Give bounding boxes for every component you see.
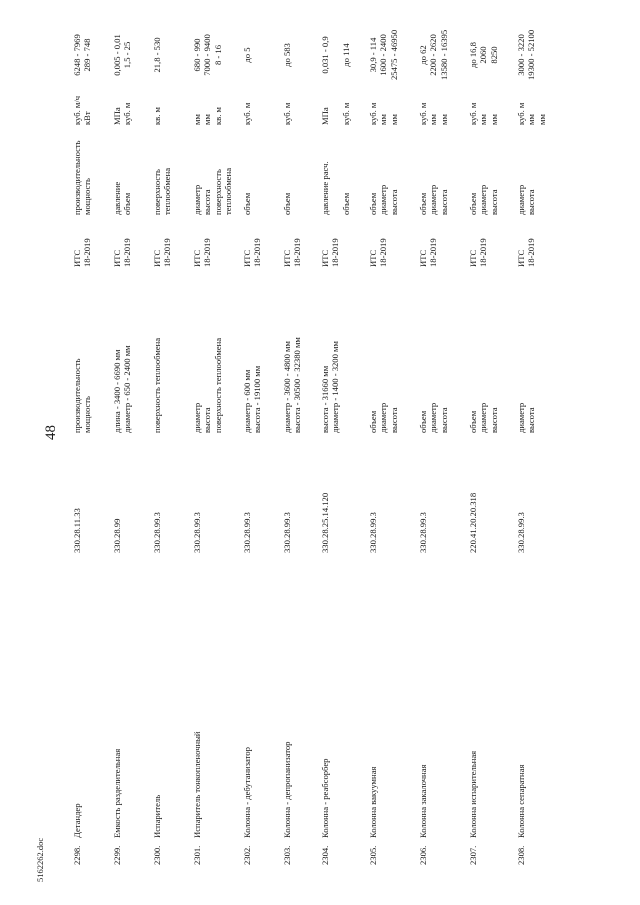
parameter-values bbox=[72, 30, 93, 80]
characteristics bbox=[242, 273, 263, 433]
equipment-name: Колонна испарительная bbox=[468, 750, 478, 838]
parameter-names-line: поверхность bbox=[152, 169, 162, 215]
okpd-code: 330.28.99.3 bbox=[242, 512, 252, 553]
units-line: мм bbox=[438, 114, 449, 125]
parameter-names bbox=[368, 135, 399, 215]
standard-reference-line: ИТС bbox=[418, 249, 428, 267]
characteristics-line: объем bbox=[468, 410, 478, 433]
units bbox=[516, 80, 547, 125]
okpd-code: 330.28.99.3 bbox=[368, 512, 378, 553]
standard-reference-line: 18-2019 bbox=[526, 238, 537, 267]
row-number: 2298. bbox=[72, 845, 82, 865]
units-line: куб. м bbox=[418, 102, 428, 125]
characteristics bbox=[152, 273, 162, 433]
characteristics bbox=[516, 273, 537, 433]
parameter-names-line: производительность bbox=[72, 140, 82, 215]
parameter-names-line bbox=[330, 135, 340, 215]
equipment-name: Колонна - дебутанизатор bbox=[242, 747, 252, 838]
parameter-values-line: 3000 - 3220 bbox=[516, 34, 526, 76]
okpd-code: 330.28.11.33 bbox=[72, 508, 82, 553]
parameter-names bbox=[282, 135, 292, 215]
parameter-names-line: объем bbox=[282, 192, 292, 215]
standard-reference-line: ИТС bbox=[192, 249, 202, 267]
okpd-code: 330.28.99.3 bbox=[516, 512, 526, 553]
equipment-name: Колонна сепаратная bbox=[516, 764, 526, 838]
standard-reference bbox=[282, 227, 303, 267]
characteristics-line: диаметр - 1400 - 3200 мм bbox=[330, 341, 341, 433]
parameter-names bbox=[72, 135, 93, 215]
equipment-name: Испаритель bbox=[152, 794, 162, 838]
characteristics-line: высота bbox=[526, 407, 537, 433]
parameter-values-line: до 62 bbox=[418, 45, 428, 65]
parameter-values-line: 1,5 - 25 bbox=[122, 41, 133, 69]
standard-reference-line: 18-2019 bbox=[202, 238, 213, 267]
units-line: кв. м bbox=[212, 107, 223, 125]
standard-reference-line: 18-2019 bbox=[428, 238, 439, 267]
characteristics-line: объем bbox=[368, 410, 378, 433]
characteristics bbox=[320, 273, 341, 433]
okpd-code: 330.28.25.14.120 bbox=[320, 492, 330, 553]
units bbox=[468, 80, 499, 125]
characteristics-line: диаметр bbox=[378, 402, 389, 433]
parameter-names-line: диаметр bbox=[478, 184, 489, 215]
characteristics-line: высота bbox=[438, 407, 449, 433]
characteristics-line: диаметр - 600 мм bbox=[242, 369, 252, 433]
row-number: 2302. bbox=[242, 845, 252, 865]
characteristics-line: диаметр bbox=[192, 402, 202, 433]
units-line: мм bbox=[536, 114, 547, 125]
parameter-values-line: 6248 - 7969 bbox=[72, 34, 82, 76]
equipment-name: Колонна закалочная bbox=[418, 764, 428, 838]
units bbox=[112, 80, 133, 125]
standard-reference-line: ИТС bbox=[152, 249, 162, 267]
okpd-code: 330.28.99.3 bbox=[192, 512, 202, 553]
parameter-names bbox=[192, 135, 233, 215]
units-line: мм bbox=[388, 114, 399, 125]
parameter-names-line: высота bbox=[202, 189, 213, 215]
characteristics-line: поверхность теплообмена bbox=[212, 337, 223, 433]
parameter-names-line: объем bbox=[122, 192, 133, 215]
equipment-name: Колонна - депропанизатор bbox=[282, 741, 292, 838]
standard-reference bbox=[152, 227, 173, 267]
standard-reference-line: ИТС bbox=[242, 249, 252, 267]
characteristics bbox=[418, 273, 449, 433]
parameter-names-line: диаметр bbox=[378, 184, 389, 215]
standard-reference-line: 18-2019 bbox=[478, 238, 489, 267]
row-number: 2307. bbox=[468, 845, 478, 865]
parameter-names-line: поверхность bbox=[212, 169, 223, 215]
units bbox=[282, 80, 292, 125]
parameter-values-line: 2060 bbox=[478, 46, 489, 64]
standard-reference-line: ИТС bbox=[516, 249, 526, 267]
equipment-name: Емкость разделительная bbox=[112, 748, 122, 838]
parameter-values-line: 0,031 - 0,9 bbox=[320, 36, 330, 74]
parameter-values-line: до 114 bbox=[340, 43, 351, 67]
parameter-names bbox=[242, 135, 252, 215]
parameter-names bbox=[112, 135, 133, 215]
characteristics-line: высота - 30500 - 32380 мм bbox=[292, 337, 303, 433]
parameter-names-line: высота bbox=[438, 189, 449, 215]
characteristics-line: диаметр bbox=[516, 402, 526, 433]
parameter-names bbox=[320, 135, 351, 215]
characteristics-line: поверхность теплообмена bbox=[152, 337, 162, 433]
characteristics-line: диаметр bbox=[478, 402, 489, 433]
parameter-names-line: диаметр bbox=[428, 184, 439, 215]
standard-reference-line: ИТС bbox=[368, 249, 378, 267]
parameter-values-line: 0,005 - 0,01 bbox=[112, 34, 122, 76]
standard-reference bbox=[320, 227, 341, 267]
characteristics bbox=[282, 273, 303, 433]
row-number: 2304. bbox=[320, 845, 330, 865]
standard-reference-line: 18-2019 bbox=[330, 238, 341, 267]
parameter-names-line: диаметр bbox=[516, 184, 526, 215]
characteristics-line: высота bbox=[488, 407, 499, 433]
parameter-names-line: мощность bbox=[82, 178, 93, 215]
characteristics-line: диаметр - 3600 - 4800 мм bbox=[282, 341, 292, 433]
parameter-values-line: 289 - 748 bbox=[82, 38, 93, 72]
parameter-values-line: 680 - 990 bbox=[192, 38, 202, 72]
units-line: МПа bbox=[320, 107, 330, 125]
parameter-names-line: объем bbox=[368, 192, 378, 215]
units-line bbox=[330, 80, 340, 125]
standard-reference bbox=[516, 227, 537, 267]
parameter-values-line bbox=[330, 30, 340, 80]
page-number: 48 bbox=[43, 425, 59, 440]
characteristics-line: диаметр - 650 - 2400 мм bbox=[122, 345, 133, 433]
characteristics-line: длина - 3400 - 6690 мм bbox=[112, 349, 122, 433]
parameter-values-line: 30,9 - 114 bbox=[368, 37, 378, 73]
parameter-values bbox=[242, 30, 252, 80]
parameter-names-line: высота bbox=[526, 189, 537, 215]
standard-reference bbox=[242, 227, 263, 267]
parameter-names bbox=[152, 135, 173, 215]
parameter-values-line: 8250 bbox=[488, 46, 499, 64]
equipment-name: Испаритель тонкопленочный bbox=[192, 731, 202, 838]
units-line: кВт bbox=[82, 111, 93, 125]
units-line: мм bbox=[202, 114, 213, 125]
characteristics-line: диаметр bbox=[428, 402, 439, 433]
parameter-values bbox=[282, 30, 292, 80]
units bbox=[72, 80, 93, 125]
characteristics bbox=[192, 273, 223, 433]
okpd-code: 330.28.99 bbox=[112, 518, 122, 553]
parameter-values bbox=[152, 30, 162, 80]
parameter-names-line: диаметр bbox=[192, 184, 202, 215]
units bbox=[242, 80, 252, 125]
characteristics-line: высота - 19100 мм bbox=[252, 365, 263, 433]
characteristics-line: производительность bbox=[72, 358, 82, 433]
parameter-values bbox=[192, 30, 223, 80]
parameter-names-line: объем bbox=[418, 192, 428, 215]
parameter-values-line: 13580 - 16395 bbox=[438, 29, 449, 80]
units-line: мм bbox=[378, 114, 389, 125]
characteristics-line: объем bbox=[418, 410, 428, 433]
units-line: куб. м bbox=[468, 102, 478, 125]
standard-reference bbox=[192, 227, 213, 267]
units bbox=[320, 80, 351, 125]
parameter-values-line: до 5 bbox=[242, 47, 252, 63]
standard-reference-line: ИТС bbox=[72, 249, 82, 267]
standard-reference bbox=[72, 227, 93, 267]
units-line: кв. м bbox=[152, 107, 162, 125]
parameter-values-line: 1600 - 2400 bbox=[378, 34, 389, 76]
parameter-names-line: объем bbox=[468, 192, 478, 215]
units-line: мм bbox=[488, 114, 499, 125]
equipment-name: Детандер bbox=[72, 803, 82, 838]
units bbox=[368, 80, 399, 125]
units-line: мм bbox=[526, 114, 537, 125]
characteristics-line: высота - 31660 мм bbox=[320, 365, 330, 433]
equipment-table bbox=[60, 29, 580, 865]
standard-reference-line: ИТС bbox=[320, 249, 330, 267]
parameter-values bbox=[320, 30, 351, 80]
standard-reference-line: 18-2019 bbox=[122, 238, 133, 267]
characteristics-line: высота bbox=[388, 407, 399, 433]
row-number: 2305. bbox=[368, 845, 378, 865]
parameter-names-line: теплообмена bbox=[222, 167, 233, 215]
units bbox=[152, 80, 162, 125]
units-line: мм bbox=[428, 114, 439, 125]
parameter-values-line: 2200 - 2620 bbox=[428, 34, 439, 76]
parameter-values bbox=[516, 30, 537, 80]
parameter-names bbox=[468, 135, 499, 215]
standard-reference-line: ИТС bbox=[112, 249, 122, 267]
parameter-values bbox=[468, 30, 499, 80]
characteristics-line: высота bbox=[202, 407, 213, 433]
parameter-names-line: высота bbox=[388, 189, 399, 215]
standard-reference-line: 18-2019 bbox=[252, 238, 263, 267]
standard-reference bbox=[112, 227, 133, 267]
equipment-name: Колонна - реабсорбер bbox=[320, 758, 330, 838]
units bbox=[192, 80, 223, 125]
units bbox=[418, 80, 449, 125]
units-line: мм bbox=[192, 114, 202, 125]
characteristics bbox=[72, 273, 93, 433]
okpd-code: 330.28.99.3 bbox=[152, 512, 162, 553]
parameter-names-line: объем bbox=[242, 192, 252, 215]
standard-reference bbox=[368, 227, 389, 267]
equipment-name: Колонна вакуумная bbox=[368, 766, 378, 838]
units-line: куб. м bbox=[282, 102, 292, 125]
units-line: мм bbox=[478, 114, 489, 125]
parameter-values-line: 8 - 16 bbox=[212, 44, 223, 66]
row-number: 2306. bbox=[418, 845, 428, 865]
parameter-values-line: 25475 - 46950 bbox=[388, 29, 399, 80]
parameter-values bbox=[418, 30, 449, 80]
units-line: куб. м bbox=[340, 102, 351, 125]
parameter-values bbox=[368, 30, 399, 80]
parameter-names bbox=[516, 135, 537, 215]
characteristics-line: мощность bbox=[82, 396, 93, 433]
units-line: куб. м/ч bbox=[72, 95, 82, 125]
units-line: куб. м bbox=[242, 102, 252, 125]
parameter-values-line: 21,8 - 530 bbox=[152, 37, 162, 73]
okpd-code: 330.28.99.3 bbox=[418, 512, 428, 553]
row-number: 2299. bbox=[112, 845, 122, 865]
units-line: куб. м bbox=[122, 102, 133, 125]
row-number: 2300. bbox=[152, 845, 162, 865]
row-number: 2308. bbox=[516, 845, 526, 865]
row-number: 2301. bbox=[192, 845, 202, 865]
parameter-values-line: 7000 - 9400 bbox=[202, 34, 213, 76]
parameter-names-line: объем bbox=[340, 192, 351, 215]
parameter-values-line: 19300 - 52100 bbox=[526, 29, 537, 80]
standard-reference-line: 18-2019 bbox=[162, 238, 173, 267]
parameter-names-line: давление bbox=[112, 181, 122, 215]
standard-reference-line: ИТС bbox=[468, 249, 478, 267]
parameter-names-line: высота bbox=[488, 189, 499, 215]
okpd-code: 220.41.20.20.318 bbox=[468, 492, 478, 553]
units-line: куб. м bbox=[516, 102, 526, 125]
units-line: МПа bbox=[112, 107, 122, 125]
standard-reference bbox=[468, 227, 489, 267]
okpd-code: 330.28.99.3 bbox=[282, 512, 292, 553]
characteristics bbox=[468, 273, 499, 433]
document-footer: 5162262.doc bbox=[35, 837, 45, 882]
standard-reference bbox=[418, 227, 439, 267]
parameter-names bbox=[418, 135, 449, 215]
standard-reference-line: 18-2019 bbox=[82, 238, 93, 267]
parameter-values-line: до 583 bbox=[282, 43, 292, 67]
parameter-names-line: теплообмена bbox=[162, 167, 173, 215]
standard-reference-line: 18-2019 bbox=[292, 238, 303, 267]
row-number: 2303. bbox=[282, 845, 292, 865]
characteristics bbox=[368, 273, 399, 433]
units-line: куб. м bbox=[368, 102, 378, 125]
standard-reference-line: ИТС bbox=[282, 249, 292, 267]
characteristics bbox=[112, 273, 133, 433]
parameter-values-line: до 16,8 bbox=[468, 42, 478, 68]
parameter-values bbox=[112, 30, 133, 80]
parameter-names-line: давление расч. bbox=[320, 161, 330, 215]
standard-reference-line: 18-2019 bbox=[378, 238, 389, 267]
